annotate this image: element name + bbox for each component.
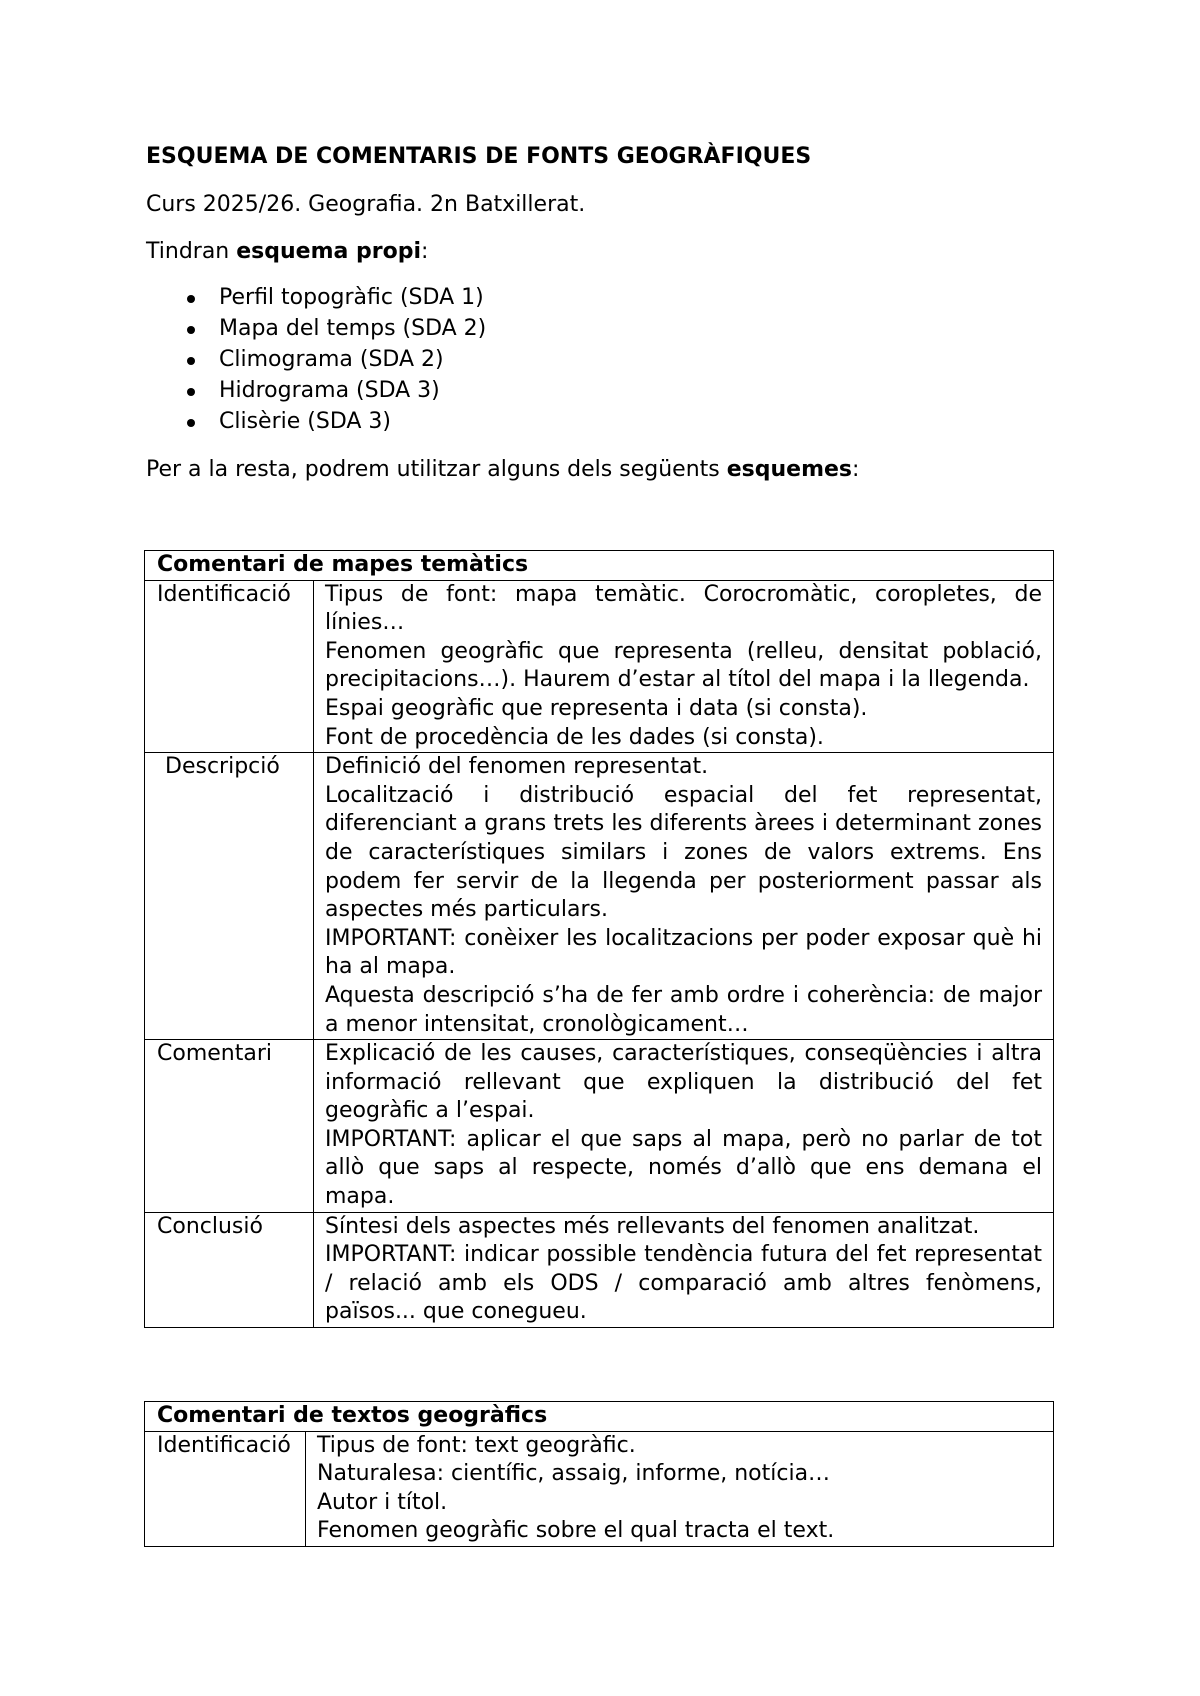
description-line: Naturalesa: científic, assaig, informe, notícia… [317, 1461, 831, 1487]
list-item-text: Mapa del temps (SDA 2) [219, 316, 487, 341]
intro-paragraph [146, 238, 428, 266]
list-item-text: Climograma (SDA 2) [219, 347, 444, 372]
row-label: Comentari [145, 1040, 314, 1213]
rest-paragraph [146, 456, 859, 484]
description-line: Aquesta descripció s’ha de fer amb ordre i coherència: de major a menor intensitat, cronològicament… [325, 982, 1042, 1037]
table-header-row [145, 551, 1054, 581]
table-header: Comentari de textos geogràfics [145, 1402, 1054, 1432]
description-line: Font de procedència de les dades (si consta). [325, 724, 824, 750]
description-line: Localització i distribució espacial del fet representat, diferenciant a grans trets les diferents àrees i determinant zones de característiques similars i zones de valors extrems. Ens podem fer servir de la llegenda per posteriorment passar als aspectes més particulars. [325, 782, 1042, 923]
document-title: ESQUEMA DE COMENTARIS DE FONTS GEOGRÀFIQUES [146, 144, 812, 169]
course-line: Curs 2025/26. Geografia. 2n Batxillerat. [146, 192, 586, 217]
row-description [314, 580, 1054, 753]
intro-suffix: : [421, 239, 429, 264]
description-line: Espai geogràfic que representa i data (si consta). [325, 695, 868, 721]
description-line: Fenomen geogràfic que representa (relleu, densitat població, precipitacions…). Haurem d’estar al títol del mapa i la llegenda. [325, 638, 1042, 693]
list-item [146, 408, 486, 439]
description-line: IMPORTANT: indicar possible tendència futura del fet representat / relació amb els ODS / comparació amb altres fenòmens, països... que conegueu. [325, 1242, 1042, 1325]
row-description [314, 753, 1054, 1040]
description-line: Definició del fenomen representat. [325, 754, 709, 780]
row-label: Identificació [145, 1431, 306, 1546]
rest-suffix: : [852, 457, 860, 482]
bullet-icon [187, 388, 195, 396]
list-item [146, 315, 486, 346]
table-header-row [145, 1402, 1054, 1432]
row-label: Conclusió [145, 1212, 314, 1327]
bullet-icon [187, 357, 195, 365]
row-label: Descripció [145, 753, 314, 1040]
rest-prefix: Per a la resta, podrem utilitzar alguns dels següents [146, 457, 727, 482]
description-line: IMPORTANT: conèixer les localitzacions per poder exposar què hi ha al mapa. [325, 925, 1042, 980]
rest-bold: esquemes [726, 457, 853, 482]
table-row [145, 1040, 1054, 1213]
row-label: Identificació [145, 580, 314, 753]
row-description [306, 1431, 1054, 1546]
table-row [145, 1431, 1054, 1546]
intro-prefix: Tindran [146, 239, 237, 264]
list-item [146, 346, 486, 377]
description-line: Tipus de font: mapa temàtic. Corocromàtic, coropletes, de línies… [325, 581, 1042, 636]
table-row [145, 580, 1054, 753]
table-row [145, 753, 1054, 1040]
list-item [146, 284, 486, 315]
description-line: Autor i títol. [317, 1489, 448, 1515]
texts-comment-table [144, 1401, 1054, 1547]
description-line: Fenomen geogràfic sobre el qual tracta el text. [317, 1518, 835, 1544]
description-line: Explicació de les causes, característiques, conseqüències i altra informació rellevant que expliquen la distribució del fet geogràfic a l’espai. [325, 1041, 1042, 1124]
list-item [146, 377, 486, 408]
bullet-icon [187, 419, 195, 427]
bullet-icon [187, 326, 195, 334]
table-header: Comentari de mapes temàtics [145, 551, 1054, 581]
list-item-text: Clisèrie (SDA 3) [219, 409, 391, 434]
description-line: IMPORTANT: aplicar el que saps al mapa, però no parlar de tot allò que saps al respecte, només d’allò que ens demana el mapa. [325, 1126, 1042, 1210]
table-row [145, 1212, 1054, 1327]
description-line: Tipus de font: text geogràfic. [317, 1432, 636, 1458]
list-item-text: Hidrograma (SDA 3) [219, 378, 440, 403]
row-description [314, 1040, 1054, 1213]
row-description [314, 1212, 1054, 1327]
own-scheme-list [146, 284, 486, 439]
description-line: Síntesi dels aspectes més rellevants del fenomen analitzat. [325, 1213, 980, 1239]
bullet-icon [187, 295, 195, 303]
list-item-text: Perfil topogràfic (SDA 1) [219, 285, 484, 310]
maps-comment-table [144, 550, 1054, 1328]
intro-bold: esquema propi [236, 239, 422, 264]
